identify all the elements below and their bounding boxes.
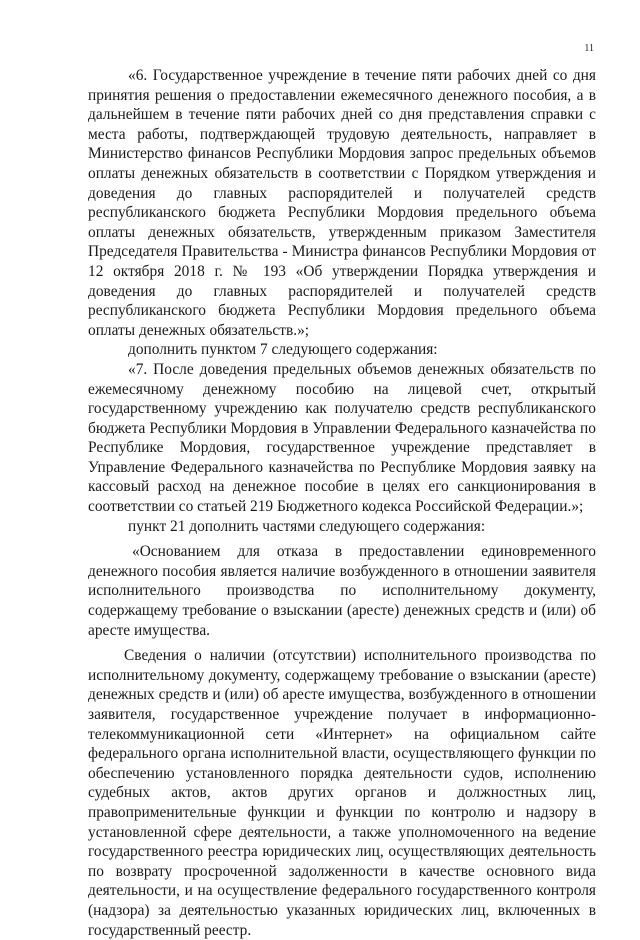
text-line: оплаты денежных обязательств в соответствии с Порядком утверждения и [88, 164, 596, 182]
text-line: Сведения о наличии (отсутствии) исполнительного производства по [124, 647, 596, 665]
text-line: по возврату просроченной задолженности в качестве основного вида [88, 862, 596, 880]
text-line: доведения до главных распорядителей и получателей средств [88, 282, 596, 300]
text-line: установленной сфере деятельности, а также уполномоченного на ведение [88, 823, 596, 841]
paragraph-item-6 [88, 66, 596, 340]
text-line: Председателя Правительства - Министра финансов Республики Мордовия от [88, 243, 596, 261]
text-line: обеспечению установленного порядка деятельности судов, исполнению [88, 764, 596, 782]
text-line: Управление Федерального казначейства по Республике Мордовия заявку на [88, 458, 596, 476]
paragraph-enforcement-info [88, 646, 596, 940]
paragraph-item-21 [88, 517, 596, 537]
text-line: государственному учреждению как получателю средств республиканского [88, 400, 596, 418]
paragraph-refusal-grounds [88, 542, 596, 640]
text-line: дальнейшем в течение пяти рабочих дней со дня представления справки с [88, 106, 596, 124]
paragraph-item-7 [88, 360, 596, 517]
text-line: ежемесячному денежному пособию на лицевой счет, открытый [88, 380, 596, 398]
text-line: оплаты денежных обязательств, утвержденным приказом Заместителя [88, 223, 596, 241]
paragraph-add-item-7 [88, 340, 596, 360]
text-line: денежного пособия является наличие возбужденного в отношении заявителя [88, 562, 596, 580]
text-line: телекоммуникационной сети «Интернет» на официальном сайте [88, 725, 596, 743]
text-line: аресте имущества. [88, 621, 211, 639]
text-line: заявителя, государственное учреждение получает в информационно- [88, 706, 596, 723]
page-number: 11 [584, 43, 594, 54]
text-line: федерального органа исполнительной власти, осуществляющего функции по [88, 745, 596, 763]
text-line: принятия решения о предоставлении ежемесячного денежного пособия, а в [88, 86, 596, 104]
text-line: денежных средств и (или) об аресте имущества, возбужденного в отношении [88, 686, 596, 704]
text-line: государственный реестр. [88, 921, 252, 939]
text-line: соответствии со статьей 219 Бюджетного кодекса Российской Федерации.»; [88, 498, 584, 516]
text-line: 12 октября 2018 г. № 193 «Об утверждении Порядка утверждения и [88, 262, 596, 280]
text-line: исполнительного производства по исполнительному документу, [88, 582, 596, 600]
text-line: «6. Государственное учреждение в течение пяти рабочих дней со дня [128, 67, 596, 84]
text-line: деятельности, и на осуществление федерального государственного контроля [88, 882, 596, 900]
text-line: правоприменительные функции и функции по контролю и надзору в [88, 803, 596, 821]
text-line: государственного реестра юридических лиц, осуществляющих деятельность [88, 843, 596, 861]
text-line: Республике Мордовия, государственное учреждение представляет в [88, 439, 596, 457]
text-line: кассовый расход на денежное пособие в целях его санкционирования в [88, 478, 596, 496]
text-line: республиканского бюджета Республики Мордовия предельного объема [88, 302, 596, 320]
text-line: бюджета Республики Мордовия в Управлении Федерального казначейства по [88, 419, 596, 437]
text-line: (надзора) за деятельностью указанных юридических лиц, включенных в [88, 901, 596, 919]
text-line: судебных актов, актов других органов и должностных лиц, [88, 784, 596, 802]
text-line: пункт 21 дополнить частями следующего содержания: [128, 517, 486, 535]
text-line: содержащему требование о взыскании (аресте) денежных средств и (или) об [88, 602, 596, 620]
text-line: «Основанием для отказа в предоставлении единовременного [132, 543, 596, 561]
text-line: доведения до главных распорядителей и получателей средств [88, 184, 596, 202]
text-line: исполнительному документу, содержащему требование о взыскании (аресте) [88, 666, 596, 684]
text-line: республиканского бюджета Республики Мордовия предельного объема [88, 204, 596, 222]
text-line: оплаты денежных обязательств.»; [88, 321, 310, 339]
document-body [88, 66, 596, 940]
text-line: Министерство финансов Республики Мордовия запрос предельных объемов [88, 145, 596, 163]
text-line: дополнить пунктом 7 следующего содержания: [128, 341, 438, 359]
text-line: места работы, подтверждающей трудовую деятельность, направляет в [88, 125, 596, 143]
text-line: «7. После доведения предельных объемов денежных обязательств по [128, 360, 596, 378]
